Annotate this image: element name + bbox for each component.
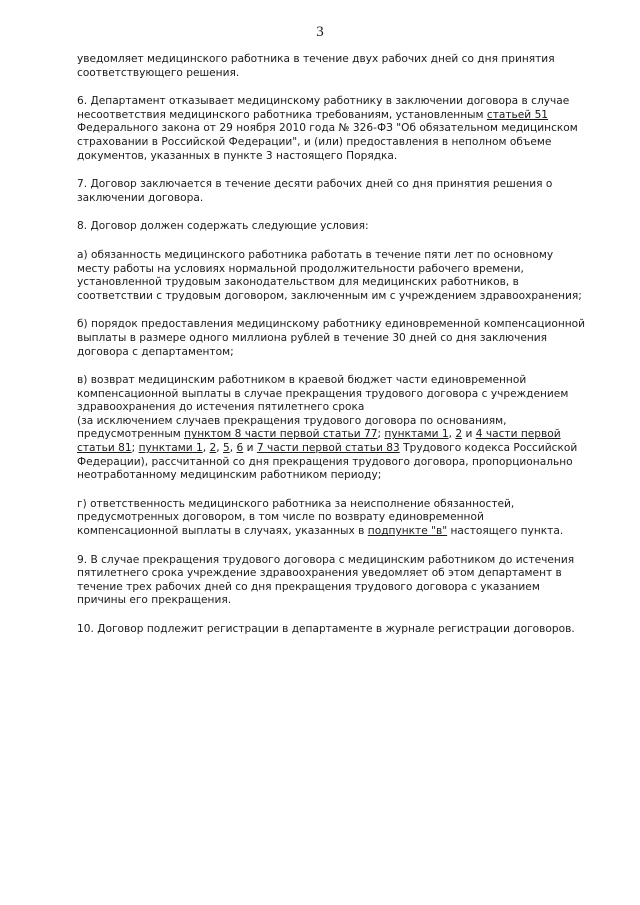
document-body <box>77 53 587 652</box>
paragraph-9: 9. В случае прекращения трудового договора с медицинским работником до истечения пятилетнего срока учреждение здравоохранения уведомляет об этом департамент в течение трех рабочих дней со дня прекращения трудового договора с указанием причины его прекращения. <box>77 553 575 607</box>
separator: , <box>448 428 456 441</box>
link-article-83-point-2[interactable]: 2 <box>209 442 217 455</box>
paragraph-8v-text-1: в) возврат медицинским работником в краевой бюджет части единовременной компенсационной выплаты в случае прекращения трудового договора с учреждением здравоохранения до истечения пятилетнего срока <box>77 374 569 414</box>
link-article-83-point-6[interactable]: 6 <box>236 442 244 455</box>
link-article-81-point-2[interactable]: 2 <box>455 428 463 441</box>
paragraph-8b: б) порядок предоставления медицинскому работнику единовременной компенсационной выплаты в размере одного миллиона рублей в течение 30 дней со дня заключения договора с департаментом; <box>77 318 586 358</box>
link-subpoint-v[interactable]: подпункте "в" <box>367 525 448 538</box>
paragraph-6 <box>77 95 587 163</box>
link-article-83-point-1[interactable]: пунктами 1 <box>138 442 203 455</box>
separator: , <box>229 442 237 455</box>
link-article-51[interactable]: статьей 51 <box>486 108 549 121</box>
paragraph-8v-text-2: (за исключением случаев прекращения трудового договора по основаниям, предусмотренным <box>77 414 507 441</box>
paragraph-7: 7. Договор заключается в течение десяти рабочих дней со дня принятия решения о заключении договора. <box>77 178 553 204</box>
paragraph-8g <box>77 498 587 539</box>
separator: и <box>243 442 257 455</box>
paragraph-8v-text-end: Трудового кодекса Российской Федерации), рассчитанной со дня прекращения трудового договора, пропорционально неотработанному медицинским работником периоду; <box>77 442 578 482</box>
paragraph-8g-text-b: настоящего пункта. <box>447 525 564 538</box>
link-article-83-point-7[interactable]: 7 части первой статьи 83 <box>256 442 400 455</box>
separator: ; <box>377 428 385 441</box>
paragraph-6-text-b: Федерального закона от 29 ноября 2010 года № 326-ФЗ "Об обязательном медицинском страховании в Российской Федерации", и (или) предоставления в неполном объеме документов, указанных в пункте 3 настоящего Порядка. <box>77 122 578 162</box>
paragraph-6-text-a: 6. Департамент отказывает медицинскому работнику в заключении договора в случае несоответствия медицинского работника требованиям, установленным <box>77 95 570 121</box>
separator: , <box>202 442 210 455</box>
link-article-81-point-1[interactable]: пунктами 1 <box>384 428 449 441</box>
paragraph-8: 8. Договор должен содержать следующие условия: <box>77 220 369 233</box>
link-article-83-point-5[interactable]: 5 <box>223 442 230 455</box>
paragraph-10: 10. Договор подлежит регистрации в департаменте в журнале регистрации договоров. <box>77 623 575 635</box>
separator: , <box>216 442 223 455</box>
separator: ; <box>131 442 139 455</box>
separator: и <box>462 428 476 441</box>
paragraph-8g-text-a: г) ответственность медицинского работника за неисполнение обязанностей, предусмотренных договором, в том числе по возврату единовременной компенсационной выплаты в случаях, указанных в <box>77 497 515 538</box>
paragraph-8v <box>77 374 587 483</box>
link-article-77[interactable]: пунктом 8 части первой статьи 77 <box>184 428 378 441</box>
paragraph-8a: а) обязанность медицинского работника работать в течение пяти лет по основному месту работы на условиях нормальной продолжительности рабочего времени, установленной трудовым законодательством для медицинских работников, в соответствии с трудовым договором, заключенным им с учреждением здравоохранения; <box>77 248 582 302</box>
link-article-81-point-4[interactable]: 4 части первой статьи 81 <box>77 428 561 455</box>
paragraph-continuation: уведомляет медицинского работника в течение двух рабочих дней со дня принятия соответствующего решения. <box>77 53 555 79</box>
page-number: 3 <box>316 24 324 40</box>
